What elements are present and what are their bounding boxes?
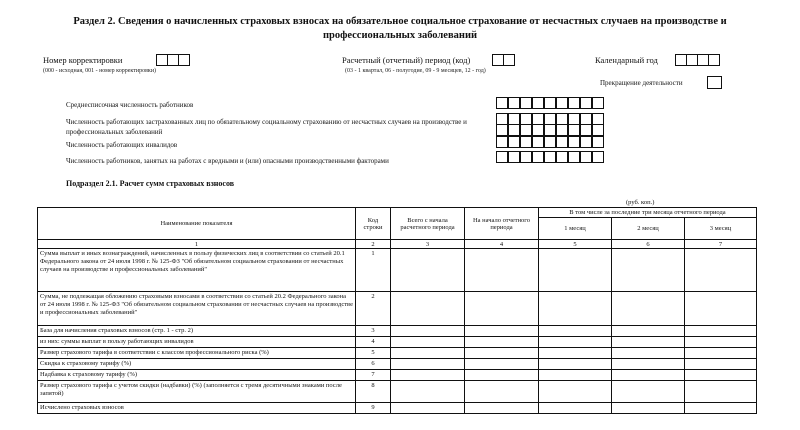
value-cell[interactable] [612, 370, 685, 381]
header-month-2: 2 месяц [612, 218, 685, 240]
value-cell[interactable] [391, 292, 465, 326]
value-cell[interactable] [539, 326, 612, 337]
termination-checkbox[interactable] [708, 76, 722, 89]
value-cell[interactable] [685, 370, 757, 381]
table-row: из них: суммы выплат в пользу работающих инвалидов 4 [38, 337, 757, 348]
period-hint: (03 - 1 квартал, 06 - полугодие, 09 - 9 месяцев, 12 - год) [345, 68, 486, 74]
value-cell[interactable] [465, 292, 539, 326]
table-row: Скидка к страховому тарифу (%) 6 [38, 359, 757, 370]
value-cell[interactable] [685, 292, 757, 326]
table-row: Сумма выплат и иных вознаграждений, начисленных в пользу физических лиц в соответствии со статьей 20.1 Федерального закона от 24 июля 1998 г. № 125-ФЗ "Об обязательном социальном страховании от несчастных случаев на производстве и профессиональных заболеваний" 1 [38, 249, 757, 292]
stat-avg-headcount-input[interactable] [497, 98, 605, 109]
value-cell[interactable] [685, 381, 757, 403]
section-title: Раздел 2. Сведения о начисленных страховых взносах на обязательное социальное страхование от несчастных случаев на производстве и профессиональных заболеваний [73, 16, 727, 41]
table-row: Размер страхового тарифа с учетом скидки (надбавки) (%) (заполняется с тремя десятичными знаками после запятой) 8 [38, 381, 757, 403]
value-cell[interactable] [539, 403, 612, 414]
value-cell[interactable] [612, 348, 685, 359]
value-cell[interactable] [685, 326, 757, 337]
correction-hint: (000 - исходная, 001 - номер корректировки) [43, 68, 157, 74]
period-code-input[interactable] [493, 54, 515, 66]
value-cell[interactable] [391, 381, 465, 403]
correction-label: Номер корректировки [43, 55, 123, 65]
table-row: Размер страхового тарифа в соответствии с классом профессионального риска (%) 5 [38, 348, 757, 359]
value-cell[interactable] [465, 370, 539, 381]
stat-insured-persons-label: Численность работающих застрахованных лиц по обязательному социальному страхованию от несчастных случаев на производстве и профессиональных заболеваний [66, 118, 467, 136]
value-cell[interactable] [391, 359, 465, 370]
header-month-1: 1 месяц [539, 218, 612, 240]
value-cell[interactable] [612, 292, 685, 326]
value-cell[interactable] [465, 359, 539, 370]
value-cell[interactable] [685, 337, 757, 348]
correction-number-input[interactable] [157, 54, 190, 66]
stat-hazardous-workers-input[interactable] [497, 152, 605, 163]
table-row: Надбавка к страховому тарифу (%) 7 [38, 370, 757, 381]
value-cell[interactable] [465, 337, 539, 348]
value-cell[interactable] [539, 370, 612, 381]
header-name: Наименование показателя [38, 208, 356, 240]
year-label: Календарный год [595, 55, 658, 65]
column-index-row: 1 2 3 4 5 6 7 [38, 240, 757, 249]
value-cell[interactable] [685, 348, 757, 359]
value-cell[interactable] [465, 348, 539, 359]
value-cell[interactable] [391, 370, 465, 381]
value-cell[interactable] [391, 249, 465, 292]
header-code: Код строки [356, 208, 391, 240]
value-cell[interactable] [685, 249, 757, 292]
value-cell[interactable] [465, 249, 539, 292]
table-row: Исчислено страховых взносов 9 [38, 403, 757, 414]
header-start: На начало отчетного периода [465, 208, 539, 240]
stat-hazardous-workers-label: Численность работников, занятых на работах с вредными и (или) опасными производственными факторами [66, 157, 389, 165]
value-cell[interactable] [612, 249, 685, 292]
header-month-3: 3 месяц [685, 218, 757, 240]
value-cell[interactable] [685, 403, 757, 414]
stat-avg-headcount-label: Среднесписочная численность работников [66, 101, 194, 109]
value-cell[interactable] [539, 381, 612, 403]
table-header-row [38, 208, 757, 218]
value-cell[interactable] [391, 403, 465, 414]
value-cell[interactable] [612, 403, 685, 414]
contributions-table [37, 207, 757, 414]
stat-disabled-workers-label: Численность работающих инвалидов [66, 141, 178, 149]
stat-insured-persons-input[interactable] [497, 114, 605, 136]
value-cell[interactable] [539, 359, 612, 370]
value-cell[interactable] [391, 337, 465, 348]
value-cell[interactable] [539, 292, 612, 326]
header-last-three-months: В том числе за последние три месяца отчетного периода [539, 208, 757, 218]
year-input[interactable] [676, 54, 720, 66]
value-cell[interactable] [539, 337, 612, 348]
value-cell[interactable] [612, 326, 685, 337]
value-cell[interactable] [612, 359, 685, 370]
value-cell[interactable] [685, 359, 757, 370]
value-cell[interactable] [391, 348, 465, 359]
value-cell[interactable] [539, 249, 612, 292]
subsection-title: Подраздел 2.1. Расчет сумм страховых взносов [66, 179, 235, 188]
value-cell[interactable] [612, 337, 685, 348]
value-cell[interactable] [465, 403, 539, 414]
header-total: Всего с начала расчетного периода [391, 208, 465, 240]
value-cell[interactable] [465, 381, 539, 403]
table-row: База для начисления страховых взносов (стр. 1 - стр. 2) 3 [38, 326, 757, 337]
value-cell[interactable] [539, 348, 612, 359]
value-cell[interactable] [391, 326, 465, 337]
value-cell[interactable] [465, 326, 539, 337]
stat-disabled-workers-input[interactable] [497, 137, 605, 148]
period-label: Расчетный (отчетный) период (код) [342, 55, 471, 65]
unit-label: (руб. коп.) [626, 199, 655, 206]
table-row: Сумма, не подлежащая обложению страховыми взносами в соответствии со статьей 20.2 Федерального закона от 24 июля 1998 г. № 125-ФЗ "Об обязательном социальном страховании от несчастных случаев на производстве и профессиональных заболеваний" 2 [38, 292, 757, 326]
termination-label: Прекращение деятельности [600, 79, 683, 87]
value-cell[interactable] [612, 381, 685, 403]
